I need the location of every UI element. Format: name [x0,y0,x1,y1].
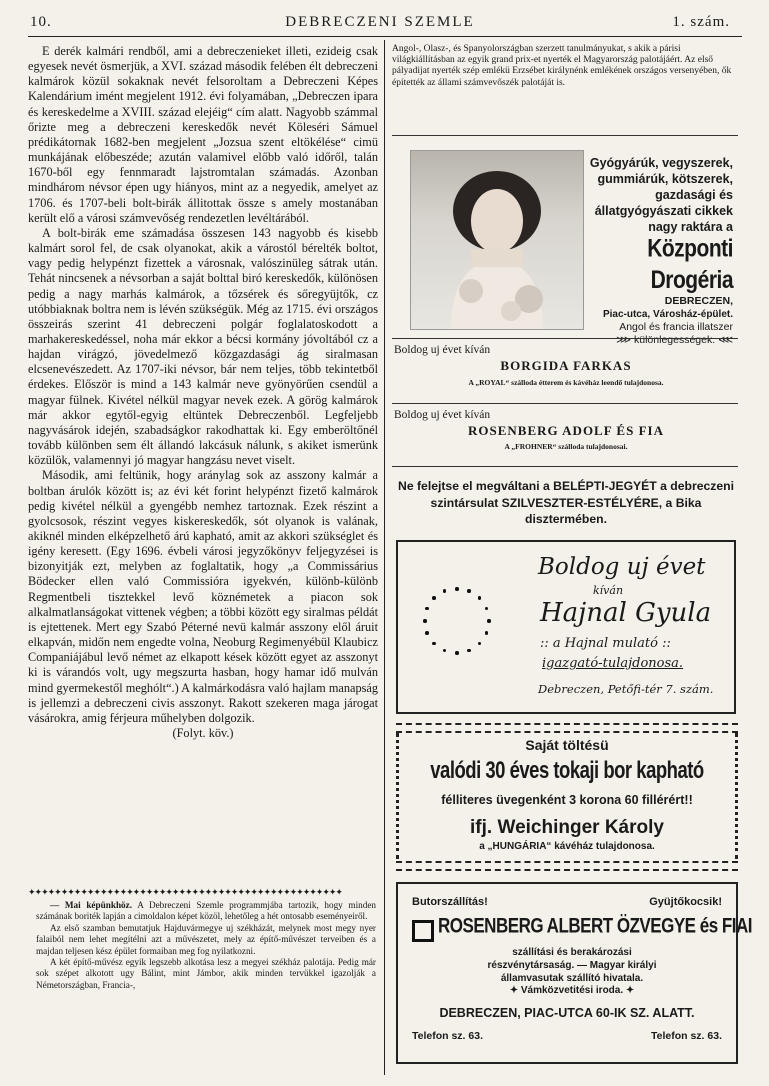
ornament-border [396,723,738,733]
divider [392,403,738,404]
ornament-dot [485,631,489,635]
drogeria-extra2: ⋙ különlegességek. ⋘ [616,334,733,346]
ornament-dot [467,589,471,593]
advertiser-name: ROSENBERG ADOLF ÉS FIA [468,423,664,438]
ornament-dot [467,649,471,653]
weichinger-ad [396,723,738,871]
article-paragraph: Második, ami feltünik, hogy aránylag sok az asszony kalmár a boltban árulók között is; az évi két forint helypénzt fizető kalmárok pedig kivétel nélkül a gyengébb nemhez tartoznak. Ezek részint a gyolcsosok, részint vegyes kiskereskedők, sót olyanok is valának, akiknél minden elképzelhető árú kapható, amit az akkori szükséglet és igény keresett. (Egy 1696. évbeli városi jegyzőkönyv feljegyzései is bizonyitják ezt, melyben az foglaltatik, hogy „a Commissárius Bödecker ellen való Commissióra igyekvén, különb-különb Regmentbeli tisztekkel levő köznémetek a piacon sok alkalmatlanságokat vittenek végben; a többi között egy siralmas példát is ejtettenek. Mert egy Szabó Péterné nevü kalmár asszony elől áruit elkapván, midőn nem engedte volna, Neoburg Regimenyébül Klaubicz Companiájábul levő német az elkapott kések között egyet az asszonyt ki is várandós volt, ugy megszurta hasban, hogy hamar idő mulván mind gyermekestől meghólt“.) A kalmárkodásra való hajlam manapság is jellemzi a debreczeni civis asszonyt. Rakott szekeren maga járogat vásárokra, amig férjeura műhelyben dolgozik. [28,468,378,725]
ornament-dot [455,587,459,591]
drogeria-extra: Angol és francia illatszer [619,321,733,333]
advertiser-subtitle: a „HUNGÁRIA“ kávéház tulajdonosa. [479,841,655,852]
ornament-dot [432,596,436,600]
drogeria-ad [585,155,733,347]
greeting: Boldog uj évet [538,554,706,580]
notes-paragraph: A Debreczeni Szemle programmjába tartozik, hogy minden számának boriték lapján a cimoldalon képet közöl, lehetőleg a hét ontosabb eseményeiről. [36,900,376,922]
page-header [30,10,730,38]
drogeria-name: Központi Drogéria [647,235,733,294]
ornament-dot [478,642,482,646]
notes-paragraph: A két építő-művész egyik legszebb alkotása lesz a megyei székház palotája. Pedig már sok szépet alkotott ugy Bálint, mint Jámbor, akik minden tervükkel igazolják a Németországban, Francia-, [36,957,376,990]
ornament-dot [432,642,436,646]
advertiser-name: ifj. Weichinger Károly [470,817,664,838]
rosenberg-albert-ad [396,882,752,1064]
weichinger-headline: valódi 30 éves tokaji bor kapható [430,755,704,783]
ornament-dot [485,607,489,611]
ornament-dot [443,649,447,653]
weichinger-line1: Saját töltésü [525,737,609,753]
main-article [28,44,378,741]
notes-paragraph: Az első szamban bemutatjuk Hajduvármegye uj székházát, melynek most megy nyer falaiból nem lehet megítélni azt a művészetet, mely az építő-művészet terveiben és a majdan teljesen kész épület formaiban meg fog nyilatkozni. [36,922,376,956]
star-divider: ✦✦✦✦✦✦✦✦✦✦✦✦✦✦✦✦✦✦✦✦✦✦✦✦✦✦✦✦✦✦✦✦✦✦✦✦✦✦✦✦✦✦✦✦✦✦✦✦ [28,887,342,897]
tag-collection: Gyüjtőkocsik! [649,896,722,908]
article-paragraph: A bolt-birák eme számadása összesen 143 nagyobb és kisebb kalmárt sorol fel, de csak olyanokat, akik a várostól bérelték boltot, vagy pedig helypénzt fizettek a városnak, valószinüleg sátrak után. Tehát nincsenek a névsorban a saját bolttal biró kereskedők, különösen pedig a nagy marhás kalmárok, a tőzsérek és sőregyüjtők, cz utóbbiaknak boltra nem is lévén szükségük. Még az 1715. évi országos összeirás szerint 41 debreczeni polgár foglalatoskodott a marhakereskedéssel, noha már ekkor a bécsi kormány jóvoltából cz a hajdan virágzó, jövedelmező közgazdasági ág siralmasan elcsenevészedett. Az 1707-iki névsor, bár nem teljes, több tekintetből érdekes. Először is mind a 143 kalmár neve gyönyörűen csendül a magyar fülnek. Kivétel nélkül magyar nevek ezek. A görög kalmárok már akkor egytől-egyig eltüntek Debreczenből. Legfeljebb nagyvásárok idején, szabadságkor rakodhattak ki. Egy emberöltőnél tovább különben sem élt állandó lakcásuk nálunk, s akiket ismerünk közülök, valamennyi jó magyar hangzásu nevet viselt. [28,225,378,468]
phone-left: Telefon sz. 63. [412,1030,483,1042]
square-icon [412,920,434,942]
issue-number: 1. szám. [672,14,730,30]
ornament-dot [425,631,429,635]
journal-title: DEBRECZENI SZEMLE [285,14,475,30]
borgida-ad [394,344,738,387]
article-continuation: Angol-, Olasz-, és Spanyolországban szerzett tanulmányukat, s akik a párisi világkiállításban az egyik grand prix-et nyerték el Magyarország palotájáért. Az első pályadijat nyerték szép emlékü Erzsébet királynénk emlékének országos versenyében, ők építették az állami számvevőszék palotáját is. [392,44,732,88]
advertiser-subtitle: A „ROYAL“ szálloda étterem és kávéház leendő tulajdonosa. [468,378,664,387]
header-rule [28,36,742,37]
continued-note: (Folyt. köv.) [172,726,234,741]
drogeria-description: Gyógyárúk, vegyszerek, gummiárúk, kötszerek, gazdasági és állatgyógyászati cikkek nagy raktára a [589,156,733,234]
column-divider [384,40,385,1075]
ornament-dot [478,596,482,600]
greeting-kivan: kíván [593,584,624,597]
ornament-dot [425,607,429,611]
drogeria-city: DEBRECZEN, [664,295,733,307]
divider [392,338,738,339]
divider [392,135,738,136]
company-address: DEBRECZEN, PIAC-UTCA 60-IK SZ. ALATT. [439,1006,695,1020]
advertiser-name: ROSENBERG ALBERT ÖZVEGYE és FIAI [438,913,752,938]
ornament-dot [455,651,459,655]
advertiser-name: Hajnal Gyula [540,598,712,628]
article-paragraph: E derék kalmári rendből, ami a debreczenieket illeti, ezideig csak egyesek nevét ösmerjük, a XVI. század második felében élt debreczeni kalmárok közül sokaknak nevét felsoroltam a Debreczeni Képes Kalendárium imént megjelent 1912. évi folyamában, „Debreczen ipara és kereskedelme a XVIII. század elejéig“ cím alatt. Nagyobb számmal őrizte meg a debreczeni kereskedők nevét Köleséri Sámuel prédikátornak 1682-ben megjelent „Jozsua szent eltökélése“ cimü munkájának előbeszéde; azután valamivel előbb való időről, talán 1670-ből egy fennmaradt lajstromtalan számadás. Azonban mindhárom névsor épen ugy hiányos, mint az a negyedik, amelyet az 1706. és 1707-beli bolt-birák állitottak össze s amely mostanában került elő a városi számvevőség rendezetlen levéltárából. [28,44,378,225]
weichinger-price: félliteres üvegenként 3 korona 60 fillérért!! [441,793,693,807]
hajnal-ad [396,540,736,714]
business-title: igazgató-tulajdonosa. [542,656,684,671]
phone-right: Telefon sz. 63. [651,1030,722,1042]
company-description: szállítási és berakározási részvénytársaság. — Magyar királyi államvasutak szállító hivatala. [487,947,657,984]
page-number: 10. [30,14,52,30]
woman-portrait-image [411,151,583,329]
greeting: Boldog uj évet kíván [394,344,491,356]
portrait-photo [410,150,584,330]
ornament-dot [443,589,447,593]
advertiser-name: BORGIDA FARKAS [500,358,632,373]
ornament-border [396,861,738,871]
customs-office: ✦ Vámközvetitési iroda. ✦ [509,985,635,996]
business-line: :: a Hajnal mulató :: [540,636,671,651]
image-notes [36,900,376,991]
divider [392,466,738,467]
ornament-dot [423,619,427,623]
drogeria-address: Piac-utca, Városház-épület. [602,309,733,320]
business-address: Debreczen, Petőfi-tér 7. szám. [538,682,714,696]
tag-furniture: Butorszállítás! [412,896,488,908]
szilveszter-notice: Ne felejtse el megváltani a BELÉPTI-JEGYÉT a debreczeni szintársulat SZILVESZTER-ESTÉLYÉRE, a Bika disztermében. [398,479,734,526]
rosenberg-adolf-ad [394,409,738,451]
greeting: Boldog uj évet kíván [394,409,491,421]
advertiser-subtitle: A „FROHNER“ szálloda tulajdonosai. [504,442,628,451]
dot-circle-ornament [420,584,490,654]
ornament-dot [487,619,491,623]
notes-heading: — Mai képünkhöz. [50,900,133,910]
